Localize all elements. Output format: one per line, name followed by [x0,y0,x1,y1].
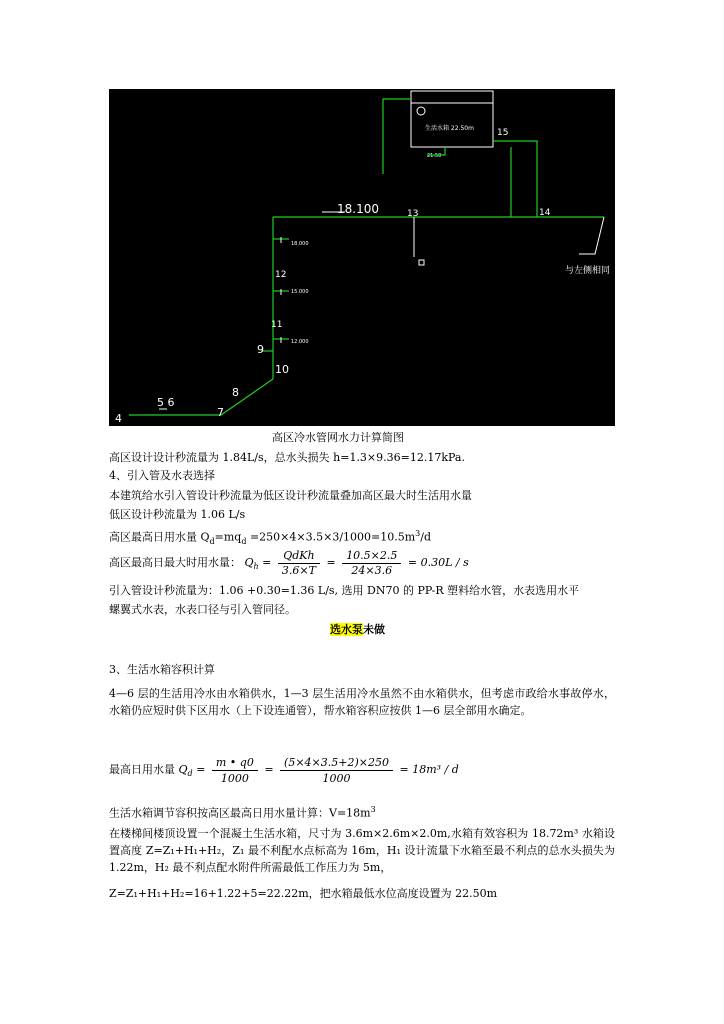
section-heading-3: 3、生活水箱容积计算 [109,663,215,676]
fraction-1 [278,549,320,578]
l5-c: =mq [214,530,242,544]
text-line-3: 本建筑给水引入管设计秒流量为低区设计秒流量叠加高区最大时生活用水量 [109,489,472,502]
equals-1: = [326,556,336,569]
formula-max-day [109,752,459,788]
l5-g: /d [420,530,432,544]
l5-e: =250×4×3.5×3/1000=10.5m [246,530,416,544]
text-line-1: 高区设计设计秒流量为 1.84L/s，总水头损失 h=1.3×9.36=12.17kPa. [109,451,465,464]
l9-result: = 18m³ / d [399,763,459,776]
fraction-1-num: QdKh [278,549,320,564]
fraction-2-num: 10.5×2.5 [342,549,401,564]
fixture-13 [419,260,424,265]
fraction-4-den: 1000 [322,771,351,785]
pipe-diagonal-bottom [129,379,273,415]
node-12: 12 [275,270,287,280]
section-heading-4: 4、引入管及水表选择 [109,469,215,482]
l6-label: 高区最高日最大时用水量： [109,556,241,569]
l10-text: 生活水箱调节容积按高区最高日用水量计算：V=18m [109,806,371,820]
l9-label: 最高日用水量 [109,763,175,776]
node-13: 13 [407,209,419,219]
pipe-network-diagram [109,89,615,426]
fraction-1-den: 3.6×T [281,563,316,577]
note-highlight: 选水泵 [330,623,363,636]
fixtures [159,212,604,409]
pipe-network-svg [109,89,615,426]
paragraph-1: 4—6 层的生活用冷水由水箱供水，1—3 层生活用冷水虽然不由水箱供水，但考虑市政给水事故停水，水箱仍应短时供下区用水（上下设连通管），帮水箱容积应按供 1—6 层全部用水确定。 [109,687,615,717]
diagram-caption: 高区冷水管网水力计算简图 [272,431,404,444]
tank-label: 生活水箱 22.50m [425,125,474,132]
branch-14-right [579,217,604,254]
pipe-15-riser [493,141,537,217]
l5-b: d [209,536,215,546]
floor-label-2: 15.000 [291,289,309,295]
fraction-3-num: m • q0 [212,755,258,771]
fraction-4-num: (5×4×3.5+2)×250 [280,755,393,771]
l10-sup: 3 [370,805,376,814]
l6-result: = 0.30L / s [407,556,469,569]
fraction-4 [280,755,393,786]
text-line-8: 螺翼式水表，水表口径与引入管同径。 [109,603,296,616]
node-10: 10 [275,363,289,376]
node-14: 14 [539,208,551,218]
tank-small-label: 21.50 [427,153,442,159]
node-15: 15 [497,128,509,138]
node-56: 5 6 [157,396,175,409]
paragraph-2: 在楼梯间楼顶设置一个混凝土生活水箱，尺寸为 3.6m×2.6m×2.0m,水箱有效容积为 18.72m³ 水箱设置高度 Z=Z₁+H₁+H₂，Z₁ 最不利配水点标高为 16m，H₁ 设计流量下水箱至最不利点的总水头损失为 1.22m，H₂ 最不利点配水附件所需最低工作压力为 5m， [109,827,615,874]
fraction-2 [342,549,401,578]
pipe-lines [129,99,604,415]
formula-max-hour [109,546,469,580]
equals-2: = [264,763,274,776]
text-line-7: 引入管设计秒流量为：1.06 +0.30=1.36 L/s, 选用 DN70 的 PP-R 塑料给水管，水表选用水平 [109,584,580,597]
right-label: 与左侧相同 [565,266,611,276]
elevation-main: 18.100 [337,202,379,216]
floor-label-1: 18.000 [291,241,309,247]
text-line-11: Z=Z₁+H₁+H₂=16+1.22+5=22.22m，把水箱最低水位高度设置为 22.50m [109,887,498,900]
qh-symbol: $Q_h$ = [244,556,272,572]
node-7: 7 [217,406,224,419]
fraction-3-den: 1000 [220,771,249,785]
qd-symbol: $Q_d$ = [178,763,206,779]
note-rest: 未做 [363,623,385,636]
pipe-inlet-top [383,99,411,174]
fraction-2-den: 24×3.6 [351,563,393,577]
float-valve-icon [417,107,425,115]
l5-d: d [241,536,247,546]
text-line-4: 低区设计秒流量为 1.06 L/s [109,508,246,521]
note-pump [330,623,385,637]
node-4: 4 [115,412,122,425]
node-9: 9 [257,343,264,356]
water-tank [411,91,493,147]
l5-f: 3 [415,529,421,538]
floor-label-3: 12.000 [291,339,309,345]
node-11: 11 [271,320,283,330]
node-8: 8 [232,386,239,399]
fraction-3 [212,755,258,786]
text-line-10 [109,803,376,821]
l5-a: 高区最高日用水量 Q [109,530,210,544]
